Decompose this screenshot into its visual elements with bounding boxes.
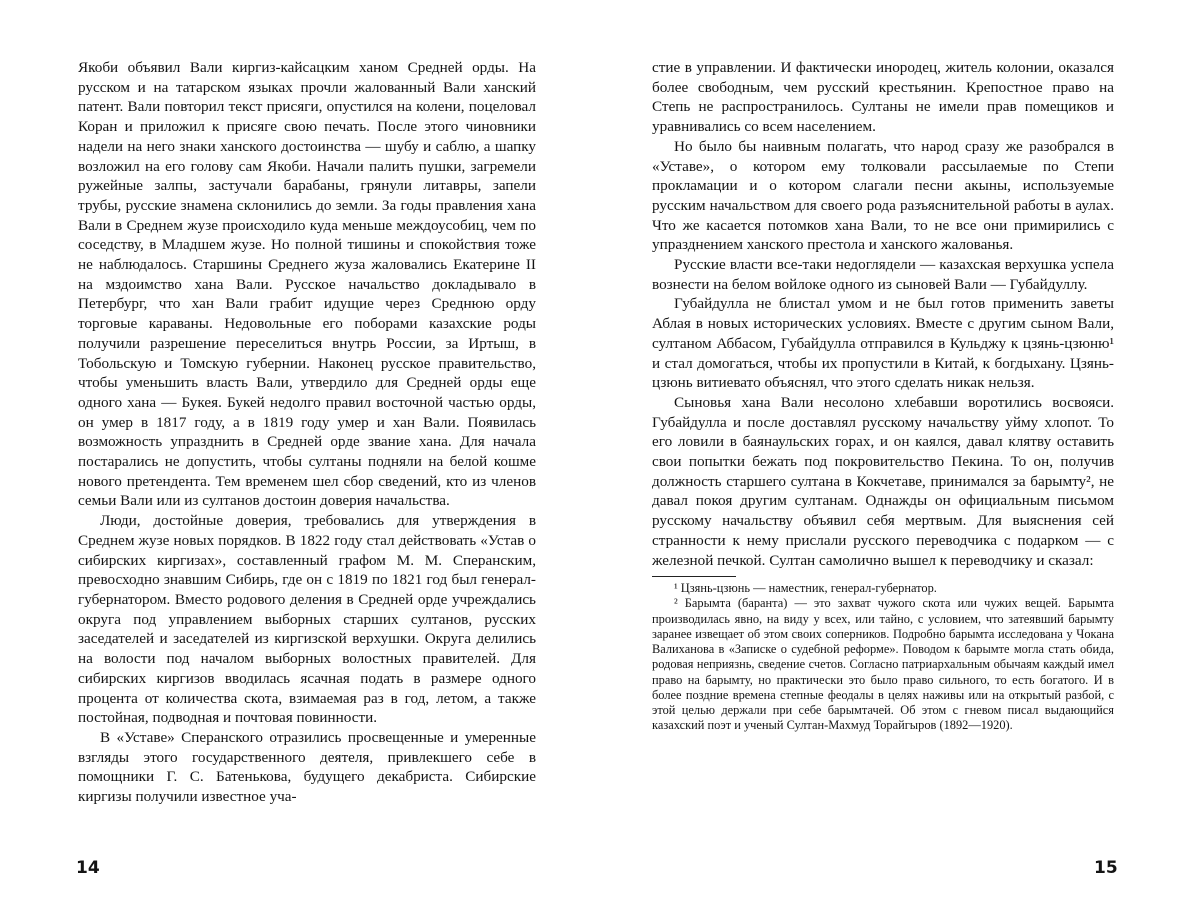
left-page-text-column [78,58,536,807]
body-paragraph: Люди, достойные доверия, требовались для утверждения в Среднем жузе новых порядков. В 1822 году стал действовать «Устав о сибирских киргизах», составленный графом М. М. Сперанским, превосходно знавшим Сибирь, где он с 1819 по 1821 год был генерал-губернатором. Вместо родового деления в Средней орде учреждались округа под управлением выборных старших султанов, русских заседателей и заседателей из киргизской верхушки. Округа делились на волости под началом выборных волостных правителей. Для сибирских киргизов вводилась ясачная подать в размере одного процента от количества скота, взимаемая раз в год, летом, а также постойная, подводная и почтовая повинности. [78,512,536,727]
body-paragraph: Губайдулла не блистал умом и не был готов применить заветы Аблая в новых исторических условиях. Вместе с другим сыном Вали, султаном Аббасом, Губайдулла отправился в Кульджу к цзянь-цзюню¹ и стал домогаться, чтобы их пропустили в Китай, к богдыхану. Цзянь-цзюнь витиевато объяснял, что этого сделать никак нельзя. [652,295,1114,392]
right-page-text-column [652,58,1114,733]
body-paragraph: стие в управлении. И фактически инородец, житель колонии, оказался более свободным, чем русский крестьянин. Крепостное право на Степь не распространилось. Султаны не имели прав помещиков и уравнивались со всем населением. [652,59,1114,136]
body-paragraph: В «Уставе» Сперанского отразились просвещенные и умеренные взгляды этого государственного деятеля, привлекшего себе в помощники Г. С. Батенькова, будущего декабриста. Сибирские киргизы получили известное уча- [78,728,536,806]
body-paragraph: Якоби объявил Вали киргиз-кайсацким ханом Средней орды. На русском и на татарском языках прочли жалованный Вали ханский патент. Вали повторил текст присяги, опустился на колени, поцеловал Коран и приложил к присяге свою печать. После этого чиновники надели на него знаки ханского достоинства — шубу и саблю, а шапку возложил на его голову сам Якоби. Начали палить пушки, загремели ружейные залпы, застучали барабаны, грянули литавры, запели трубы, русские знамена склонились до земли. За годы правления хана Вали в Среднем жузе происходило куда меньше междоусобиц, чем по соседству, в Младшем жузе. Но полной тишины и спокойствия тоже не наблюдалось. Старшины Среднего жуза жаловались Екатерине II на мздоимство хана Вали. Русское начальство докладывало в Петербург, что хан Вали грабит идущие через Среднюю орду торговые караваны. Недовольные его поборами казахские роды получили разрешение переселиться внутрь России, за Иртыш, в Тобольскую и Томскую губернии. Наконец русское правительство, чтобы уменьшить власть Вали, утвердило для Средней орды еще одного хана — Букея. Букей недолго правил восточной частью орды, он умер в 1817 году, а в 1819 году умер и хан Вали. Появилась возможность упразднить в Средней орде звание хана. Для начала постарались не допустить, чтобы султаны подняли на белой кошме нового претендента. Тем временем шел сбор сведений, кто из членов семьи Вали или из султанов достоин доверия начальства. [78,59,536,510]
footnote-separator [652,576,736,577]
body-paragraph: Но было бы наивным полагать, что народ сразу же разобрался в «Уставе», о котором ему толковали рассылаемые по Степи прокламации и о котором слагали песни акыны, используемые русским начальством для своего рода разъяснительной работы в аулах. Что же касается потомков хана Вали, то не все они примирились с упразднением ханского престола и ханского жалованья. [652,137,1114,254]
body-paragraph: Сыновья хана Вали несолоно хлебавши воротились восвояси. Губайдулла и после доставлял русскому начальству уйму хлопот. То его ловили в баянаульских горах, и он каялся, давал клятву оставить свои попытки бежать под покровительство Пекина. То он, получив должность старшего султана в Кокчетаве, принимался за барымту², не давал покоя другим султанам. Однажды он официальным письмом русскому начальству объявил себя мертвым. Для выяснения сей странности к нему прислали русского переводчика с подарком — с железной печкой. Султан самолично вышел к переводчику и сказал: [652,393,1114,569]
page-number: 15 [1094,858,1118,878]
footnote: ² Барымта (баранта) — это захват чужого скота или чужих вещей. Барымта производилась явно, на виду у всех, или тайно, с условием, что затеявший барымту заранее извещает об этом своих соперников. Подробно барымта исследована у Чокана Валиханова в «Записке о судебной реформе». Поводом к барымте могла стать обида, родовая неприязнь, сведение счетов. Согласно патриархальным обычаям каждый имел право на барымту, но практически это было право сильного, то есть богатого. И в более поздние времена степные феодалы в целях наживы или на открытый разбой, с этой целью держали при себе барымтачей. Об этом с гневом писал выдающийся казахский поэт и ученый Султан-Махмуд Торайгыров (1892—1920). [652,596,1114,733]
body-paragraph: Русские власти все-таки недоглядели — казахская верхушка успела вознести на белом войлоке одного из сыновей Вали — Губайдуллу. [652,256,1114,293]
page-number: 14 [76,858,100,878]
footnote: ¹ Цзянь-цзюнь — наместник, генерал-губернатор. [674,581,937,596]
